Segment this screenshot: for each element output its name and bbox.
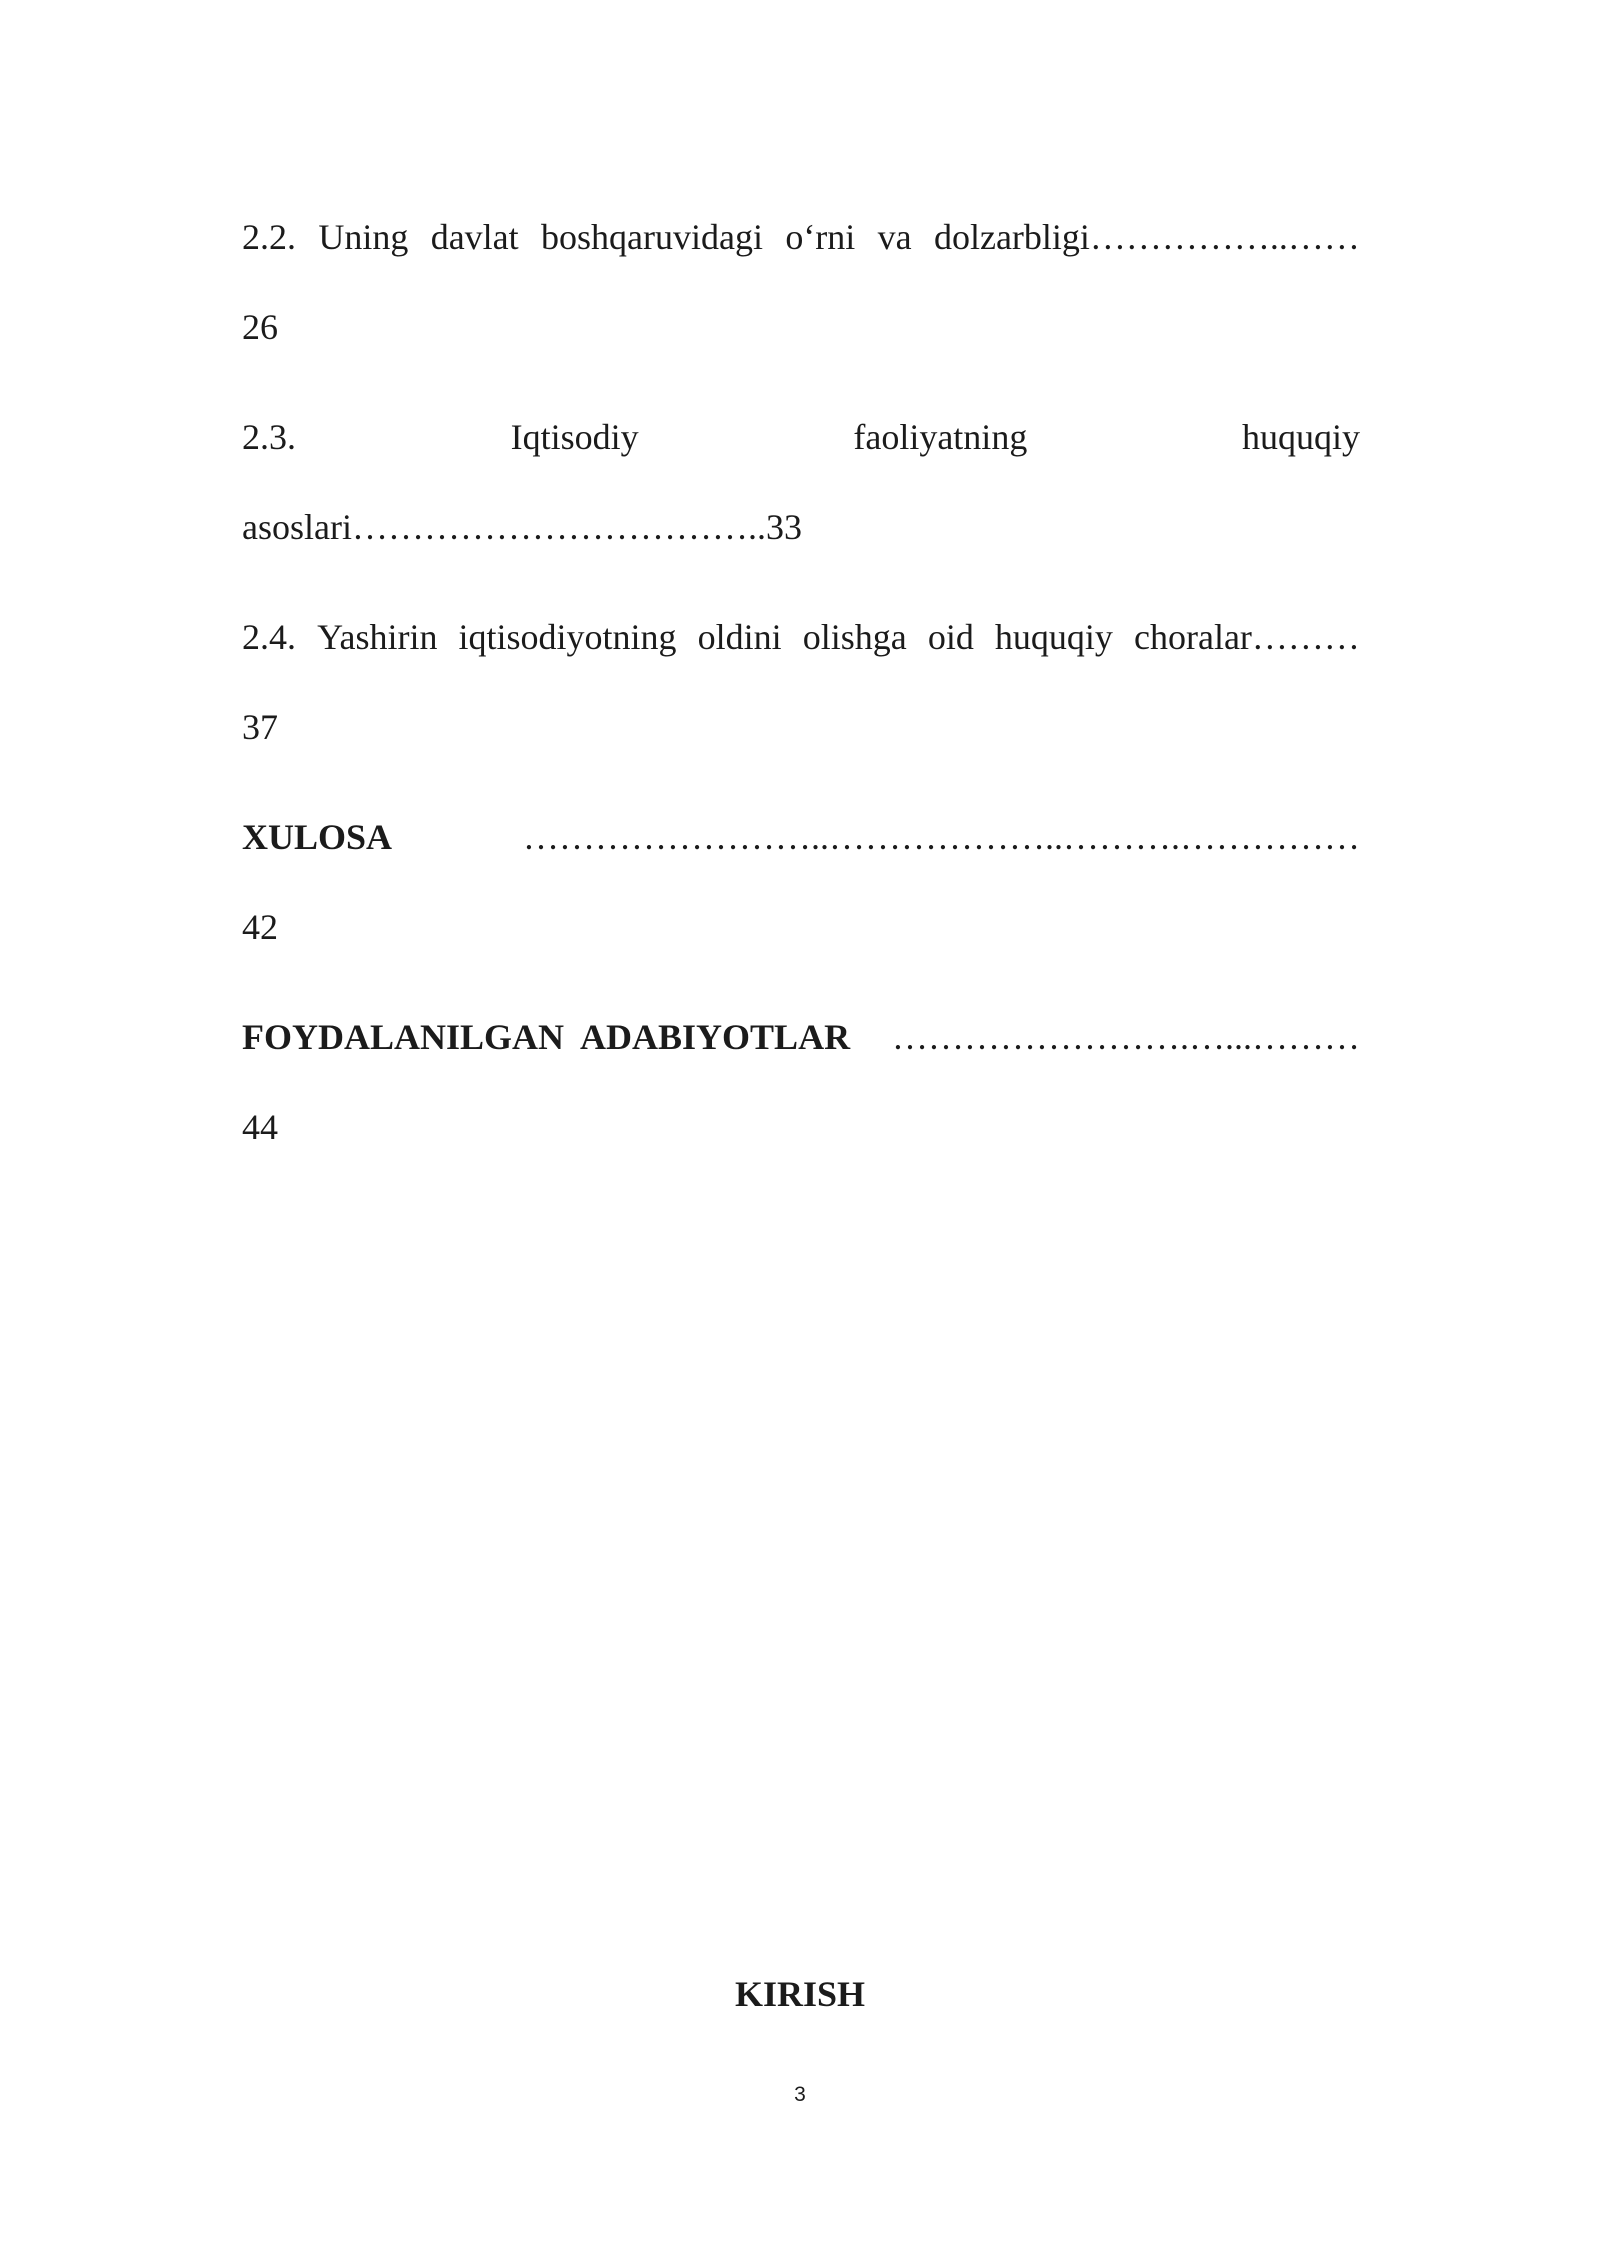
toc-word: faoliyatning — [853, 417, 1028, 457]
toc-word: va — [877, 217, 912, 257]
toc-word: o‘rni — [785, 217, 856, 257]
toc-word: iqtisodiyotning — [458, 617, 677, 657]
toc-word: huquqiy — [994, 617, 1113, 657]
toc-word: 2.2. — [242, 217, 296, 257]
toc-label: FOYDALANILGAN ADABIYOTLAR — [242, 1017, 851, 1057]
toc-word: Uning — [318, 217, 409, 257]
page-number: 3 — [794, 2083, 806, 2106]
toc-word: olishga — [802, 617, 907, 657]
toc-page-number: 42 — [242, 907, 278, 947]
toc-entry-2-3-continuation: asoslari……………………………..33 — [242, 507, 802, 547]
toc-word: 2.3. — [242, 417, 296, 457]
toc-entry-2-4 — [242, 615, 1360, 659]
toc-word: Iqtisodiy — [510, 417, 639, 457]
toc-word: oldini — [697, 617, 782, 657]
toc-entry-xulosa — [242, 815, 1360, 859]
toc-word: boshqaruvidagi — [541, 217, 763, 257]
toc-leader-dots: ……………………..………………..……….…………… — [523, 817, 1360, 857]
toc-word: oid — [927, 617, 974, 657]
toc-word: huquqiy — [1241, 417, 1360, 457]
toc-label: XULOSA — [242, 817, 393, 857]
toc-word: davlat — [430, 217, 519, 257]
section-heading: KIRISH — [734, 1974, 866, 2014]
toc-word: dolzarbligi……………..…… — [933, 217, 1360, 257]
toc-page-number: 44 — [242, 1107, 278, 1147]
toc-entry-2-3 — [242, 415, 1360, 459]
toc-word: 2.4. — [242, 617, 296, 657]
toc-entry-adabiyotlar — [242, 1015, 1360, 1059]
toc-page-number: 26 — [242, 307, 278, 347]
toc-word: Yashirin — [317, 617, 438, 657]
toc-leader-dots: …………………….…...……… — [892, 1017, 1360, 1057]
toc-word: choralar……… — [1134, 617, 1360, 657]
toc-page-number: 37 — [242, 707, 278, 747]
toc-entry-2-2 — [242, 215, 1360, 259]
